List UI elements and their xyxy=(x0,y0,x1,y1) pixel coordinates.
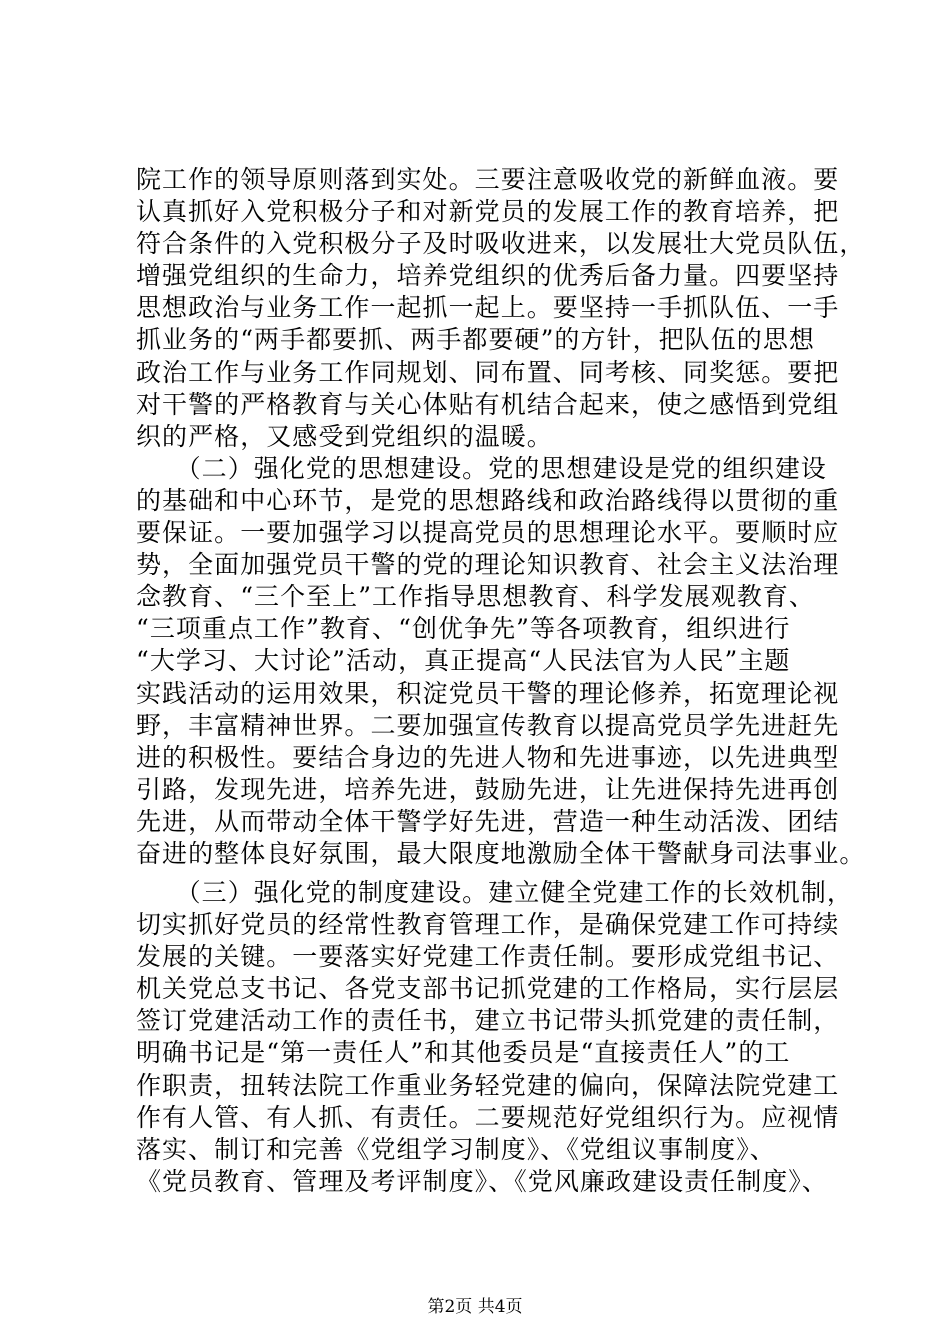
text-line: “三项重点工作”教育、“创优争先”等各项教育，组织进行 xyxy=(136,614,791,644)
text-line: 认真抓好入党积极分子和对新党员的发展工作的教育培养，把 xyxy=(136,197,840,227)
text-line: 先进，从而带动全体干警学好先进，营造一种生动活泼、团结 xyxy=(136,806,840,836)
text-line: 的基础和中心环节，是党的思想路线和政治路线得以贯彻的重 xyxy=(136,485,840,515)
text-line: 势，全面加强党员干警的党的理论知识教育、社会主义法治理 xyxy=(136,550,840,580)
text-line: 政治工作与业务工作同规划、同布置、同考核、同奖惩。要把 xyxy=(136,357,840,387)
page-footer: 第2页 共4页 xyxy=(427,1297,523,1317)
text-line: 要保证。一要加强学习以提高党员的思想理论水平。要顺时应 xyxy=(136,518,840,548)
text-line: 落实、制订和完善《党组学习制度》、《党组议事制度》、 xyxy=(136,1134,776,1164)
text-line: 思想政治与业务工作一起抓一起上。要坚持一手抓队伍、一手 xyxy=(136,293,840,323)
text-line: （二）强化党的思想建设。党的思想建设是党的组织建设 xyxy=(136,453,827,483)
text-line: 增强党组织的生命力，培养党组织的优秀后备力量。四要坚持 xyxy=(136,261,840,291)
text-line: 院工作的领导原则落到实处。三要注意吸收党的新鲜血液。要 xyxy=(136,165,840,194)
text-line: 发展的关键。一要落实好党建工作责任制。要形成党组书记、 xyxy=(136,942,840,972)
text-line: 念教育、“三个至上”工作指导思想教育、科学发展观教育、 xyxy=(136,582,815,612)
text-line: 签订党建活动工作的责任书，建立书记带头抓党建的责任制， xyxy=(136,1006,840,1036)
text-line: 明确书记是“第一责任人”和其他委员是“直接责任人”的工 xyxy=(136,1038,791,1068)
text-line: 野，丰富精神世界。二要加强宣传教育以提高党员学先进赶先 xyxy=(136,710,840,740)
text-block-section-2 xyxy=(136,164,866,870)
text-line: 抓业务的“两手都要抓、两手都要硬”的方针，把队伍的思想 xyxy=(136,325,815,355)
text-line: 对干警的严格教育与关心体贴有机结合起来，使之感悟到党组 xyxy=(136,389,840,419)
text-line: 织的严格，又感受到党组织的温暖。 xyxy=(136,421,553,451)
text-line: 进的积极性。要结合身边的先进人物和先进事迹，以先进典型 xyxy=(136,742,840,772)
text-line: 奋进的整体良好氛围，最大限度地激励全体干警献身司法事业。 xyxy=(136,838,866,868)
text-line: “大学习、大讨论”活动，真正提高“人民法官为人民”主题 xyxy=(136,646,791,676)
text-line: 符合条件的入党积极分子及时吸收进来，以发展壮大党员队伍， xyxy=(136,229,866,259)
text-line: （三）强化党的制度建设。建立健全党建工作的长效机制， xyxy=(136,878,853,907)
text-line: 引路，发现先进，培养先进，鼓励先进，让先进保持先进再创 xyxy=(136,774,840,804)
text-line: 作职责，扭转法院工作重业务轻党建的偏向，保障法院党建工 xyxy=(136,1070,840,1100)
text-line: 《党员教育、管理及考评制度》、《党风廉政建设责任制度》、 xyxy=(136,1166,828,1196)
text-line: 作有人管、有人抓、有责任。二要规范好党组织行为。应视情 xyxy=(136,1102,840,1132)
text-line: 机关党总支书记、各党支部书记抓党建的工作格局，实行层层 xyxy=(136,974,840,1004)
text-line: 切实抓好党员的经常性教育管理工作，是确保党建工作可持续 xyxy=(136,910,840,940)
text-block-section-3 xyxy=(136,877,853,1198)
text-line: 实践活动的运用效果，积淀党员干警的理论修养，拓宽理论视 xyxy=(136,678,840,708)
